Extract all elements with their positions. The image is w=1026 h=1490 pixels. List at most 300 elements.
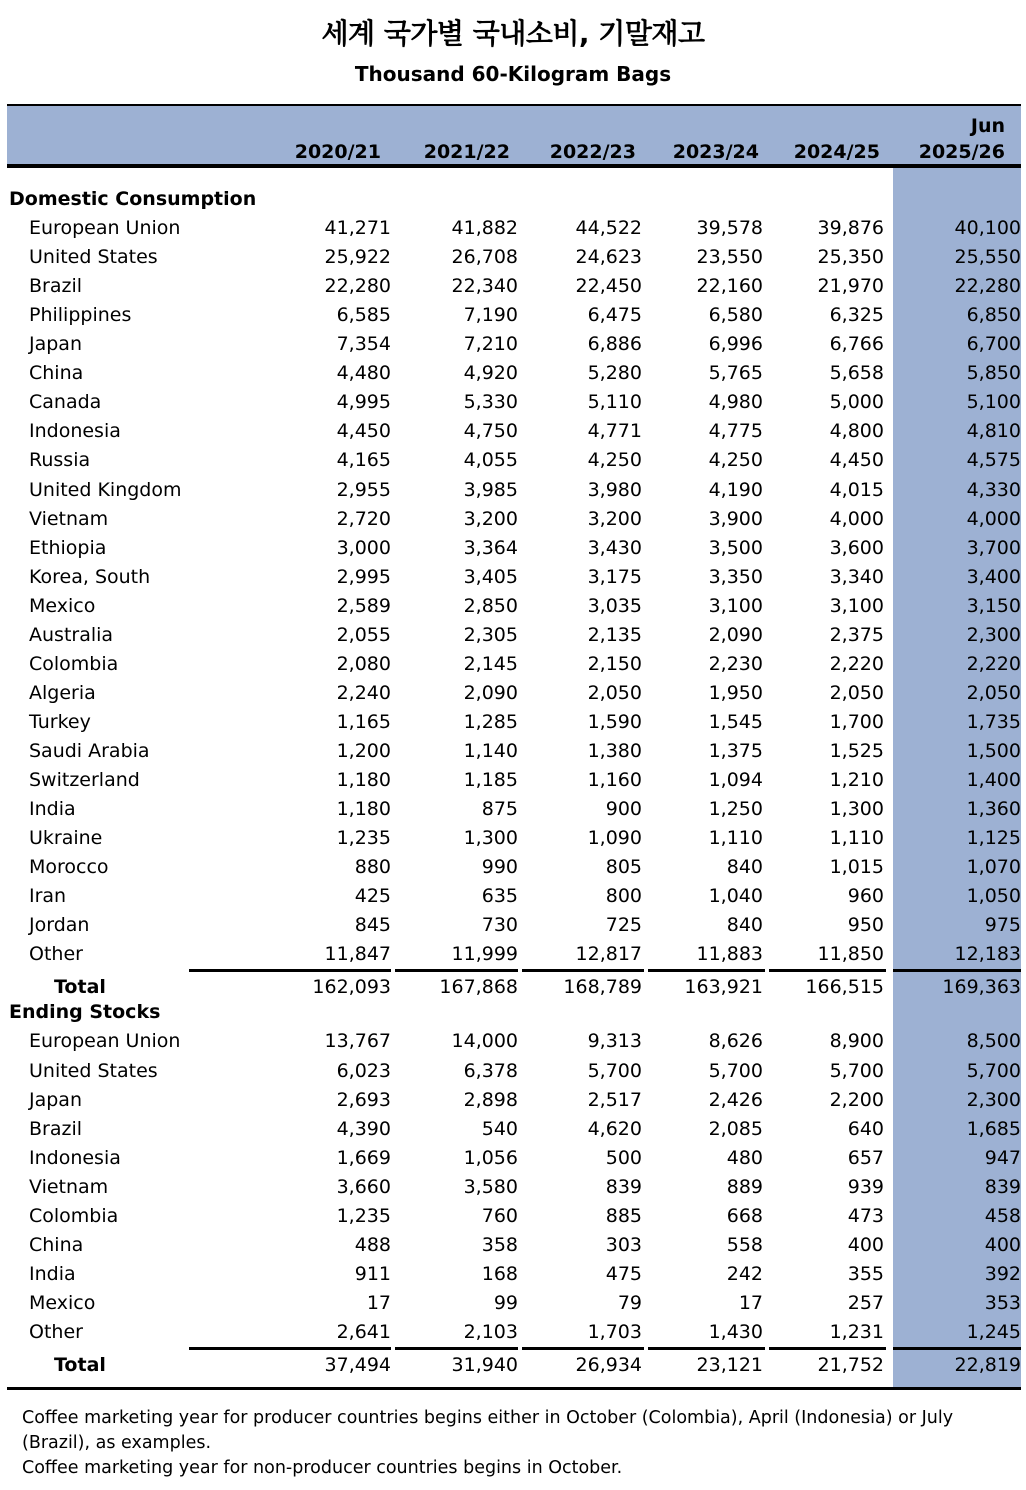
cell-value: 3,100 (829, 594, 884, 617)
cell-value: 1,360 (966, 798, 1021, 821)
cell-value: 6,475 (587, 304, 642, 327)
cell-value: 22,340 (451, 275, 518, 298)
row-label: Indonesia (29, 420, 121, 443)
column-header: 2020/21 (294, 141, 381, 163)
table-row (0, 1260, 1026, 1289)
cell-value: 6,585 (336, 304, 391, 327)
cell-value: 6,766 (829, 333, 884, 356)
cell-value: 3,430 (587, 536, 642, 559)
cell-value: 5,700 (587, 1059, 642, 1082)
row-label: Switzerland (29, 769, 140, 791)
cell-value: 3,350 (708, 565, 763, 588)
row-label: Brazil (29, 275, 83, 298)
cell-value: 5,700 (708, 1059, 763, 1082)
cell-value: 5,330 (463, 391, 518, 414)
cell-value: 5,280 (587, 362, 642, 385)
row-label: Japan (29, 1088, 82, 1111)
cell-value: 885 (605, 1204, 642, 1227)
cell-value: 24,623 (575, 246, 642, 269)
cell-value: 25,350 (817, 246, 884, 269)
cell-value: 6,378 (463, 1059, 518, 1082)
cell-value: 1,231 (829, 1320, 884, 1343)
table-row (0, 650, 1026, 679)
cell-value: 1,245 (966, 1320, 1021, 1343)
cell-value: 839 (605, 1175, 642, 1198)
cell-value: 11,847 (324, 943, 391, 966)
cell-value: 2,050 (829, 681, 884, 704)
cell-value: 2,641 (336, 1320, 391, 1343)
cell-value: 11,850 (817, 943, 884, 966)
total-rule (395, 1347, 518, 1350)
cell-value: 1,165 (336, 710, 391, 733)
cell-value: 22,819 (954, 1354, 1021, 1376)
cell-value: 1,040 (708, 885, 763, 908)
cell-value: 6,850 (966, 304, 1021, 327)
cell-value: 1,050 (966, 885, 1021, 908)
cell-value: 5,700 (966, 1059, 1021, 1082)
total-rule (769, 969, 886, 972)
footnote-1: Coffee marketing year for producer countries begins either in October (Colombia), April (Indonesia) or July (Brazil), as examples. (22, 1408, 954, 1453)
cell-value: 22,160 (696, 275, 763, 298)
table-row (0, 359, 1026, 388)
cell-value: 2,300 (966, 1088, 1021, 1111)
cell-value: 1,500 (966, 739, 1021, 762)
cell-value: 6,886 (587, 333, 642, 356)
cell-value: 939 (847, 1175, 884, 1198)
cell-value: 1,125 (966, 827, 1021, 850)
cell-value: 5,000 (829, 391, 884, 414)
cell-value: 2,995 (336, 565, 391, 588)
table-row (0, 882, 1026, 911)
cell-value: 1,210 (829, 769, 884, 791)
table-row (0, 911, 1026, 940)
row-label: Russia (29, 449, 91, 472)
cell-value: 3,700 (966, 536, 1021, 559)
cell-value: 392 (984, 1262, 1021, 1285)
cell-value: 163,921 (684, 976, 763, 999)
cell-value: 41,882 (451, 217, 518, 240)
total-rule (522, 969, 644, 972)
cell-value: 760 (481, 1204, 518, 1227)
cell-value: 9,313 (587, 1030, 642, 1053)
cell-value: 889 (726, 1175, 763, 1198)
cell-value: 1,700 (829, 710, 884, 733)
cell-value: 1,380 (587, 739, 642, 762)
row-label: European Union (29, 1030, 181, 1053)
bottom-rule (7, 1387, 1021, 1390)
cell-value: 31,940 (451, 1354, 518, 1376)
table-row (0, 708, 1026, 737)
cell-value: 4,775 (708, 420, 763, 443)
cell-value: 1,430 (708, 1320, 763, 1343)
cell-value: 6,700 (966, 333, 1021, 356)
row-label: Morocco (29, 856, 109, 879)
cell-value: 12,817 (575, 943, 642, 966)
total-rule (189, 1347, 391, 1350)
cell-value: 167,868 (439, 976, 518, 999)
cell-value: 960 (847, 885, 884, 908)
table-row (0, 940, 1026, 969)
cell-value: 1,090 (587, 827, 642, 850)
cell-value: 4,015 (829, 478, 884, 501)
cell-value: 4,995 (336, 391, 391, 414)
table-row (0, 592, 1026, 621)
cell-value: 168,789 (563, 976, 642, 999)
cell-value: 23,550 (696, 246, 763, 269)
table-row (0, 476, 1026, 505)
cell-value: 1,285 (463, 710, 518, 733)
cell-value: 6,996 (708, 333, 763, 356)
cell-value: 1,110 (708, 827, 763, 850)
cell-value: 3,660 (336, 1175, 391, 1198)
cell-value: 17 (366, 1291, 391, 1314)
row-label: China (29, 1233, 84, 1256)
row-label: Philippines (29, 304, 132, 327)
cell-value: 7,210 (463, 333, 518, 356)
row-label: United Kingdom (29, 478, 182, 501)
footnotes (22, 1406, 1012, 1481)
cell-value: 26,934 (575, 1354, 642, 1376)
cell-value: 1,590 (587, 710, 642, 733)
cell-value: 242 (726, 1262, 763, 1285)
table-row (0, 1086, 1026, 1115)
cell-value: 911 (354, 1262, 391, 1285)
cell-value: 2,200 (829, 1088, 884, 1111)
cell-value: 7,354 (336, 333, 391, 356)
row-label: Brazil (29, 1117, 83, 1140)
column-header-jun: Jun (970, 115, 1005, 137)
cell-value: 1,525 (829, 739, 884, 762)
cell-value: 169,363 (942, 976, 1021, 999)
cell-value: 1,094 (708, 769, 763, 791)
cell-value: 168 (481, 1262, 518, 1285)
section-domestic-consumption: Domestic Consumption (9, 188, 257, 210)
cell-value: 2,230 (708, 652, 763, 675)
cell-value: 2,150 (587, 652, 642, 675)
table-row (0, 766, 1026, 795)
section-ending-stocks: Ending Stocks (9, 1001, 161, 1024)
table-row (0, 621, 1026, 650)
cell-value: 25,550 (954, 246, 1021, 269)
cell-value: 947 (984, 1146, 1021, 1169)
cell-value: 1,110 (829, 827, 884, 850)
row-label: European Union (29, 217, 181, 240)
cell-value: 845 (354, 914, 391, 937)
row-label: Ukraine (29, 827, 103, 850)
cell-value: 2,103 (463, 1320, 518, 1343)
cell-value: 990 (481, 856, 518, 879)
cell-value: 8,900 (829, 1030, 884, 1053)
cell-value: 3,100 (708, 594, 763, 617)
row-label: Other (29, 1320, 83, 1343)
top-rule (7, 104, 1021, 106)
total-rule (893, 969, 1021, 972)
cell-value: 1,250 (708, 798, 763, 821)
cell-value: 40,100 (954, 217, 1021, 240)
cell-value: 11,999 (451, 943, 518, 966)
cell-value: 2,135 (587, 623, 642, 646)
cell-value: 257 (847, 1291, 884, 1314)
cell-value: 1,160 (587, 769, 642, 791)
cell-value: 3,364 (463, 536, 518, 559)
cell-value: 2,955 (336, 478, 391, 501)
cell-value: 668 (726, 1204, 763, 1227)
cell-value: 37,494 (324, 1354, 391, 1376)
row-label: China (29, 362, 84, 385)
cell-value: 4,810 (966, 420, 1021, 443)
cell-value: 14,000 (451, 1030, 518, 1053)
cell-value: 21,970 (817, 275, 884, 298)
footnote-2: Coffee marketing year for non-producer countries begins in October. (22, 1458, 623, 1478)
table-row (0, 1115, 1026, 1144)
cell-value: 8,626 (708, 1030, 763, 1053)
total-rule (522, 1347, 644, 1350)
row-label: Saudi Arabia (29, 739, 150, 762)
row-label: Vietnam (29, 507, 109, 530)
cell-value: 640 (847, 1117, 884, 1140)
cell-value: 3,985 (463, 478, 518, 501)
total-label: Total (54, 976, 106, 999)
cell-value: 1,375 (708, 739, 763, 762)
cell-value: 725 (605, 914, 642, 937)
row-label: India (29, 798, 76, 821)
row-label: Jordan (29, 914, 90, 937)
cell-value: 1,235 (336, 1204, 391, 1227)
cell-value: 2,300 (966, 623, 1021, 646)
cell-value: 3,600 (829, 536, 884, 559)
cell-value: 400 (847, 1233, 884, 1256)
cell-value: 2,050 (966, 681, 1021, 704)
table-row (0, 417, 1026, 446)
cell-value: 1,200 (336, 739, 391, 762)
cell-value: 17 (738, 1291, 763, 1314)
cell-value: 839 (984, 1175, 1021, 1198)
cell-value: 5,658 (829, 362, 884, 385)
cell-value: 730 (481, 914, 518, 937)
cell-value: 5,100 (966, 391, 1021, 414)
cell-value: 5,765 (708, 362, 763, 385)
row-label: United States (29, 246, 158, 269)
row-label: India (29, 1262, 76, 1285)
cell-value: 4,330 (966, 478, 1021, 501)
table-row (0, 272, 1026, 301)
total-rule (893, 1347, 1021, 1350)
cell-value: 1,685 (966, 1117, 1021, 1140)
row-label: Australia (29, 623, 114, 646)
cell-value: 5,110 (587, 391, 642, 414)
cell-value: 2,898 (463, 1088, 518, 1111)
row-label: Canada (29, 391, 102, 414)
cell-value: 3,035 (587, 594, 642, 617)
cell-value: 4,920 (463, 362, 518, 385)
column-header: 2025/26 (918, 141, 1005, 163)
cell-value: 558 (726, 1233, 763, 1256)
cell-value: 2,720 (336, 507, 391, 530)
cell-value: 2,145 (463, 652, 518, 675)
cell-value: 1,180 (336, 798, 391, 821)
cell-value: 880 (354, 856, 391, 879)
cell-value: 4,390 (336, 1117, 391, 1140)
row-label: Other (29, 943, 83, 966)
cell-value: 166,515 (805, 976, 884, 999)
table-row (0, 1057, 1026, 1086)
cell-value: 4,450 (336, 420, 391, 443)
total-rule (769, 1347, 886, 1350)
cell-value: 1,070 (966, 856, 1021, 879)
row-label: Vietnam (29, 1175, 109, 1198)
table-row (0, 214, 1026, 243)
row-label: Indonesia (29, 1146, 121, 1169)
table-row (0, 534, 1026, 563)
cell-value: 3,580 (463, 1175, 518, 1198)
cell-value: 2,085 (708, 1117, 763, 1140)
cell-value: 41,271 (324, 217, 391, 240)
cell-value: 635 (481, 885, 518, 908)
cell-value: 13,767 (324, 1030, 391, 1053)
cell-value: 11,883 (696, 943, 763, 966)
cell-value: 2,050 (587, 681, 642, 704)
table-row (0, 446, 1026, 475)
cell-value: 4,055 (463, 449, 518, 472)
cell-value: 3,200 (463, 507, 518, 530)
row-label: Ethiopia (29, 536, 107, 559)
cell-value: 3,175 (587, 565, 642, 588)
cell-value: 7,190 (463, 304, 518, 327)
table-row (0, 505, 1026, 534)
cell-value: 1,400 (966, 769, 1021, 791)
cell-value: 2,426 (708, 1088, 763, 1111)
cell-value: 4,575 (966, 449, 1021, 472)
column-header: 2024/25 (793, 141, 880, 163)
cell-value: 22,450 (575, 275, 642, 298)
cell-value: 4,620 (587, 1117, 642, 1140)
cell-value: 23,121 (696, 1354, 763, 1376)
cell-value: 488 (354, 1233, 391, 1256)
cell-value: 4,000 (829, 507, 884, 530)
row-label: Mexico (29, 594, 96, 617)
cell-value: 1,735 (966, 710, 1021, 733)
table-row (0, 1144, 1026, 1173)
cell-value: 2,080 (336, 652, 391, 675)
cell-value: 162,093 (312, 976, 391, 999)
cell-value: 4,480 (336, 362, 391, 385)
cell-value: 39,876 (817, 217, 884, 240)
cell-value: 1,185 (463, 769, 518, 791)
cell-value: 1,015 (829, 856, 884, 879)
row-label: Mexico (29, 1291, 96, 1314)
cell-value: 875 (481, 798, 518, 821)
cell-value: 39,578 (696, 217, 763, 240)
cell-value: 800 (605, 885, 642, 908)
cell-value: 4,250 (587, 449, 642, 472)
page-title: 세계 국가별 국내소비, 기말재고 (321, 17, 705, 50)
cell-value: 1,703 (587, 1320, 642, 1343)
cell-value: 79 (617, 1291, 642, 1314)
table-row (0, 1027, 1026, 1056)
table-row (0, 824, 1026, 853)
cell-value: 900 (605, 798, 642, 821)
table-row (0, 1202, 1026, 1231)
cell-value: 4,450 (829, 449, 884, 472)
cell-value: 5,850 (966, 362, 1021, 385)
table-row (0, 1173, 1026, 1202)
cell-value: 3,980 (587, 478, 642, 501)
total-rule (648, 1347, 765, 1350)
table-row (0, 301, 1026, 330)
table-row (0, 563, 1026, 592)
cell-value: 4,165 (336, 449, 391, 472)
cell-value: 2,055 (336, 623, 391, 646)
cell-value: 540 (481, 1117, 518, 1140)
cell-value: 1,056 (463, 1146, 518, 1169)
cell-value: 355 (847, 1262, 884, 1285)
total-rule (395, 969, 518, 972)
cell-value: 2,090 (463, 681, 518, 704)
cell-value: 22,280 (324, 275, 391, 298)
cell-value: 5,700 (829, 1059, 884, 1082)
cell-value: 6,023 (336, 1059, 391, 1082)
row-label: Colombia (29, 652, 119, 675)
cell-value: 2,220 (966, 652, 1021, 675)
total-rule (189, 969, 391, 972)
table-row (0, 679, 1026, 708)
column-header: 2023/24 (672, 141, 759, 163)
table-row (0, 1289, 1026, 1318)
cell-value: 2,850 (463, 594, 518, 617)
total-label: Total (54, 1354, 106, 1376)
cell-value: 1,669 (336, 1146, 391, 1169)
row-label: United States (29, 1059, 158, 1082)
row-label: Turkey (29, 710, 91, 733)
cell-value: 21,752 (817, 1354, 884, 1376)
cell-value: 480 (726, 1146, 763, 1169)
cell-value: 1,950 (708, 681, 763, 704)
cell-value: 3,400 (966, 565, 1021, 588)
row-label: Japan (29, 333, 82, 356)
cell-value: 358 (481, 1233, 518, 1256)
cell-value: 458 (984, 1204, 1021, 1227)
cell-value: 4,980 (708, 391, 763, 414)
cell-value: 1,545 (708, 710, 763, 733)
cell-value: 4,190 (708, 478, 763, 501)
cell-value: 1,180 (336, 769, 391, 791)
cell-value: 4,750 (463, 420, 518, 443)
cell-value: 657 (847, 1146, 884, 1169)
cell-value: 353 (984, 1291, 1021, 1314)
cell-value: 1,300 (463, 827, 518, 850)
cell-value: 400 (984, 1233, 1021, 1256)
row-label: Colombia (29, 1204, 119, 1227)
cell-value: 4,000 (966, 507, 1021, 530)
cell-value: 1,300 (829, 798, 884, 821)
cell-value: 975 (984, 914, 1021, 937)
cell-value: 303 (605, 1233, 642, 1256)
total-row (0, 1351, 1026, 1380)
table-row (0, 853, 1026, 882)
table-row (0, 388, 1026, 417)
cell-value: 3,200 (587, 507, 642, 530)
cell-value: 4,771 (587, 420, 642, 443)
cell-value: 3,340 (829, 565, 884, 588)
cell-value: 22,280 (954, 275, 1021, 298)
cell-value: 473 (847, 1204, 884, 1227)
header-rule (7, 164, 1021, 168)
cell-value: 2,693 (336, 1088, 391, 1111)
cell-value: 3,405 (463, 565, 518, 588)
cell-value: 2,240 (336, 681, 391, 704)
cell-value: 840 (726, 856, 763, 879)
cell-value: 500 (605, 1146, 642, 1169)
